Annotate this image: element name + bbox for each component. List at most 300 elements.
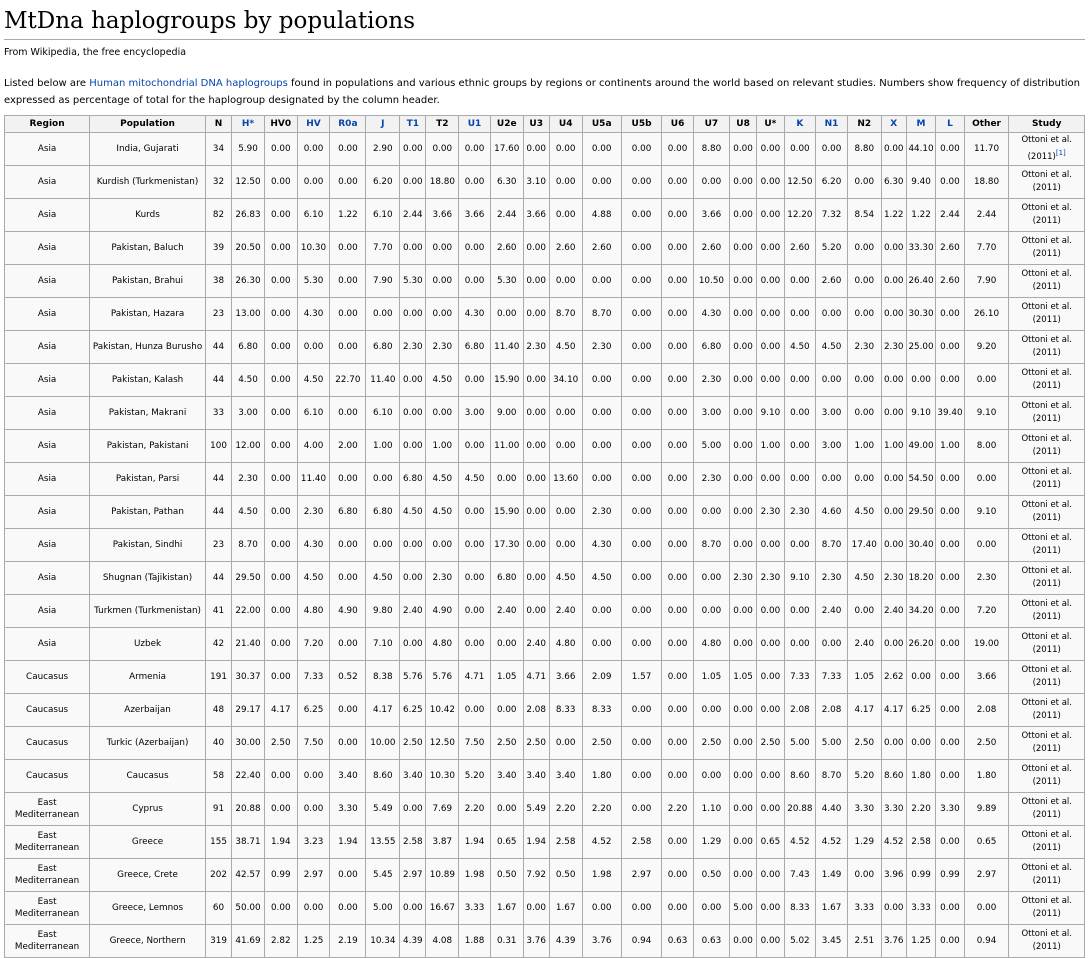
region-cell: Asia: [5, 298, 90, 331]
value-cell: 0.00: [582, 265, 621, 298]
value-cell: 3.33: [906, 892, 935, 925]
column-header: Other: [964, 116, 1009, 133]
value-cell: 2.30: [232, 463, 265, 496]
region-cell: Asia: [5, 166, 90, 199]
value-cell: 2.44: [964, 199, 1009, 232]
value-cell: 0.00: [936, 661, 964, 694]
table-row: [5, 793, 1085, 826]
value-cell: 7.33: [816, 661, 848, 694]
value-cell: 0.00: [426, 298, 459, 331]
value-cell: 2.60: [936, 265, 964, 298]
value-cell: 0.00: [264, 661, 297, 694]
value-cell: 38.71: [232, 826, 265, 859]
value-cell: 0.00: [881, 529, 906, 562]
value-cell: 3.76: [523, 925, 549, 958]
value-cell: 0.00: [490, 463, 523, 496]
value-cell: 15.90: [490, 364, 523, 397]
value-cell: 0.00: [729, 397, 756, 430]
value-cell: 0.00: [297, 133, 330, 166]
value-cell: 5.49: [366, 793, 400, 826]
value-cell: 1.80: [906, 760, 935, 793]
value-cell: 0.00: [662, 298, 694, 331]
study-cell: Ottoni et al. (2011): [1009, 595, 1085, 628]
value-cell: 2.97: [400, 859, 426, 892]
value-cell: 18.80: [426, 166, 459, 199]
table-row: [5, 826, 1085, 859]
value-cell: 4.80: [693, 628, 729, 661]
value-cell: 6.20: [366, 166, 400, 199]
value-cell: 0.52: [330, 661, 366, 694]
value-cell: 0.00: [936, 166, 964, 199]
column-header: U7: [693, 116, 729, 133]
value-cell: 2.30: [693, 463, 729, 496]
value-cell: 4.30: [693, 298, 729, 331]
value-cell: 5.00: [816, 727, 848, 760]
value-cell: 0.00: [400, 364, 426, 397]
region-cell: East Mediterranean: [5, 826, 90, 859]
value-cell: 0.00: [426, 397, 459, 430]
value-cell: 0.00: [582, 595, 621, 628]
value-cell: 0.00: [400, 430, 426, 463]
table-row: [5, 397, 1085, 430]
value-cell: 0.00: [847, 595, 881, 628]
value-cell: 8.70: [549, 298, 582, 331]
value-cell: 6.10: [297, 397, 330, 430]
value-cell: 0.00: [264, 199, 297, 232]
value-cell: 0.00: [621, 397, 661, 430]
column-header: U2e: [490, 116, 523, 133]
value-cell: 100: [205, 430, 231, 463]
value-cell: 0.00: [400, 793, 426, 826]
value-cell: 0.00: [729, 760, 756, 793]
column-header[interactable]: X: [881, 116, 906, 133]
value-cell: 0.00: [330, 265, 366, 298]
value-cell: 2.58: [621, 826, 661, 859]
value-cell: 0.00: [784, 430, 816, 463]
value-cell: 0.00: [264, 364, 297, 397]
value-cell: 0.00: [881, 265, 906, 298]
value-cell: 2.50: [490, 727, 523, 760]
value-cell: 0.00: [264, 562, 297, 595]
value-cell: 1.98: [582, 859, 621, 892]
value-cell: 4.50: [816, 331, 848, 364]
value-cell: 3.00: [816, 397, 848, 430]
value-cell: 4.50: [847, 562, 881, 595]
study-cell: Ottoni et al. (2011): [1009, 232, 1085, 265]
value-cell: 0.00: [330, 133, 366, 166]
value-cell: 2.40: [549, 595, 582, 628]
column-header: N2: [847, 116, 881, 133]
value-cell: 0.00: [297, 166, 330, 199]
value-cell: 0.00: [621, 430, 661, 463]
table-header-row: [5, 116, 1085, 133]
value-cell: 0.00: [693, 496, 729, 529]
value-cell: 2.20: [662, 793, 694, 826]
value-cell: 0.00: [693, 166, 729, 199]
value-cell: 9.10: [757, 397, 784, 430]
value-cell: 82: [205, 199, 231, 232]
value-cell: 0.00: [881, 397, 906, 430]
region-cell: Asia: [5, 463, 90, 496]
value-cell: 2.60: [490, 232, 523, 265]
value-cell: 0.00: [297, 892, 330, 925]
value-cell: 1.29: [847, 826, 881, 859]
value-cell: 0.00: [523, 892, 549, 925]
value-cell: 60: [205, 892, 231, 925]
study-cell: Ottoni et al. (2011): [1009, 199, 1085, 232]
population-cell: Greece, Northern: [90, 925, 206, 958]
value-cell: 5.76: [426, 661, 459, 694]
value-cell: 44: [205, 562, 231, 595]
value-cell: 6.10: [297, 199, 330, 232]
population-cell: India, Gujarati: [90, 133, 206, 166]
intro-link-mtdna-haplogroups[interactable]: Human mitochondrial DNA haplogroups: [89, 78, 288, 89]
population-cell: Turkic (Azerbaijan): [90, 727, 206, 760]
value-cell: 0.00: [964, 463, 1009, 496]
value-cell: 5.00: [729, 892, 756, 925]
value-cell: 4.50: [366, 562, 400, 595]
value-cell: 8.80: [847, 133, 881, 166]
value-cell: 0.00: [621, 694, 661, 727]
value-cell: 0.00: [729, 628, 756, 661]
value-cell: 5.30: [400, 265, 426, 298]
value-cell: 2.30: [881, 331, 906, 364]
value-cell: 4.52: [816, 826, 848, 859]
value-cell: 0.00: [459, 628, 491, 661]
value-cell: 0.00: [936, 463, 964, 496]
value-cell: 3.66: [693, 199, 729, 232]
value-cell: 0.00: [264, 430, 297, 463]
value-cell: 2.20: [549, 793, 582, 826]
value-cell: 0.00: [459, 562, 491, 595]
value-cell: 0.00: [400, 298, 426, 331]
value-cell: 0.00: [757, 166, 784, 199]
column-header[interactable]: J: [366, 116, 400, 133]
value-cell: 0.00: [621, 133, 661, 166]
value-cell: 10.50: [693, 265, 729, 298]
value-cell: 10.30: [297, 232, 330, 265]
region-cell: Caucasus: [5, 727, 90, 760]
value-cell: 0.63: [662, 925, 694, 958]
citation-link[interactable]: [1]: [1055, 149, 1066, 158]
value-cell: 0.00: [964, 892, 1009, 925]
value-cell: 0.00: [459, 265, 491, 298]
value-cell: 3.30: [330, 793, 366, 826]
value-cell: 0.00: [662, 529, 694, 562]
value-cell: 6.25: [297, 694, 330, 727]
value-cell: 0.00: [757, 232, 784, 265]
population-cell: Greece, Crete: [90, 859, 206, 892]
value-cell: 0.00: [400, 628, 426, 661]
value-cell: 0.00: [936, 925, 964, 958]
value-cell: 0.00: [757, 628, 784, 661]
value-cell: 0.00: [936, 595, 964, 628]
value-cell: 58: [205, 760, 231, 793]
value-cell: 3.40: [490, 760, 523, 793]
value-cell: 0.00: [264, 166, 297, 199]
value-cell: 0.00: [490, 628, 523, 661]
value-cell: 0.00: [847, 166, 881, 199]
value-cell: 0.00: [621, 595, 661, 628]
value-cell: 0.00: [757, 793, 784, 826]
value-cell: 2.58: [400, 826, 426, 859]
value-cell: 8.60: [366, 760, 400, 793]
value-cell: 0.31: [490, 925, 523, 958]
value-cell: 0.00: [582, 628, 621, 661]
value-cell: 0.00: [757, 595, 784, 628]
study-cell: Ottoni et al. (2011): [1009, 166, 1085, 199]
value-cell: 0.00: [729, 265, 756, 298]
column-header: Population: [90, 116, 206, 133]
value-cell: 29.50: [232, 562, 265, 595]
value-cell: 0.00: [757, 133, 784, 166]
value-cell: 2.30: [757, 496, 784, 529]
value-cell: 7.70: [366, 232, 400, 265]
column-header: T2: [426, 116, 459, 133]
value-cell: 9.10: [964, 496, 1009, 529]
value-cell: 0.99: [936, 859, 964, 892]
value-cell: 3.00: [459, 397, 491, 430]
value-cell: 3.40: [330, 760, 366, 793]
value-cell: 44: [205, 463, 231, 496]
value-cell: 3.40: [549, 760, 582, 793]
value-cell: 5.00: [366, 892, 400, 925]
value-cell: 2.30: [426, 331, 459, 364]
value-cell: 2.58: [906, 826, 935, 859]
value-cell: 6.10: [366, 397, 400, 430]
value-cell: 4.80: [549, 628, 582, 661]
value-cell: 2.90: [366, 133, 400, 166]
value-cell: 0.00: [523, 133, 549, 166]
value-cell: 0.00: [729, 298, 756, 331]
study-cell: Ottoni et al. (2011): [1009, 529, 1085, 562]
value-cell: 2.30: [964, 562, 1009, 595]
value-cell: 0.00: [582, 364, 621, 397]
value-cell: 9.89: [964, 793, 1009, 826]
value-cell: 0.00: [757, 463, 784, 496]
value-cell: 0.00: [662, 397, 694, 430]
column-header[interactable]: M: [906, 116, 935, 133]
value-cell: 1.00: [366, 430, 400, 463]
value-cell: 0.00: [330, 232, 366, 265]
value-cell: 38: [205, 265, 231, 298]
value-cell: 0.00: [549, 430, 582, 463]
value-cell: 3.23: [297, 826, 330, 859]
value-cell: 0.00: [621, 166, 661, 199]
column-header[interactable]: U1: [459, 116, 491, 133]
value-cell: 0.00: [459, 133, 491, 166]
value-cell: 3.00: [232, 397, 265, 430]
value-cell: 4.50: [549, 562, 582, 595]
value-cell: 0.00: [490, 298, 523, 331]
intro-paragraph: [4, 75, 1085, 109]
value-cell: 3.00: [816, 430, 848, 463]
value-cell: 4.39: [549, 925, 582, 958]
study-cell: Ottoni et al. (2011): [1009, 496, 1085, 529]
table-row: [5, 892, 1085, 925]
value-cell: 4.39: [400, 925, 426, 958]
value-cell: 8.33: [549, 694, 582, 727]
value-cell: 3.30: [881, 793, 906, 826]
value-cell: 50.00: [232, 892, 265, 925]
value-cell: 49.00: [906, 430, 935, 463]
value-cell: 0.00: [784, 628, 816, 661]
population-cell: Pakistan, Baluch: [90, 232, 206, 265]
value-cell: 8.60: [881, 760, 906, 793]
value-cell: 29.17: [232, 694, 265, 727]
value-cell: 0.00: [847, 298, 881, 331]
value-cell: 1.94: [459, 826, 491, 859]
region-cell: East Mediterranean: [5, 859, 90, 892]
value-cell: 9.10: [906, 397, 935, 430]
value-cell: 5.00: [693, 430, 729, 463]
value-cell: 6.80: [490, 562, 523, 595]
value-cell: 2.30: [729, 562, 756, 595]
value-cell: 6.80: [693, 331, 729, 364]
study-cell: Ottoni et al. (2011): [1009, 298, 1085, 331]
value-cell: 0.00: [264, 397, 297, 430]
value-cell: 3.40: [523, 760, 549, 793]
value-cell: 4.90: [426, 595, 459, 628]
value-cell: 0.00: [847, 859, 881, 892]
value-cell: 54.50: [906, 463, 935, 496]
value-cell: 5.30: [490, 265, 523, 298]
value-cell: 2.09: [582, 661, 621, 694]
value-cell: 10.89: [426, 859, 459, 892]
study-cell: Ottoni et al. (2011): [1009, 892, 1085, 925]
value-cell: 5.20: [847, 760, 881, 793]
value-cell: 0.00: [693, 562, 729, 595]
value-cell: 26.30: [232, 265, 265, 298]
value-cell: 0.00: [936, 133, 964, 166]
value-cell: 0.00: [621, 232, 661, 265]
region-cell: East Mediterranean: [5, 925, 90, 958]
value-cell: 0.00: [400, 892, 426, 925]
value-cell: 2.44: [936, 199, 964, 232]
value-cell: 2.60: [936, 232, 964, 265]
value-cell: 0.00: [729, 166, 756, 199]
region-cell: Caucasus: [5, 760, 90, 793]
value-cell: 5.30: [297, 265, 330, 298]
value-cell: 0.00: [936, 562, 964, 595]
value-cell: 2.30: [881, 562, 906, 595]
value-cell: 12.50: [232, 166, 265, 199]
column-header: U8: [729, 116, 756, 133]
value-cell: 0.00: [662, 232, 694, 265]
value-cell: 2.08: [784, 694, 816, 727]
region-cell: Asia: [5, 595, 90, 628]
value-cell: 19.00: [964, 628, 1009, 661]
value-cell: 4.17: [366, 694, 400, 727]
value-cell: 0.99: [264, 859, 297, 892]
value-cell: 0.00: [847, 232, 881, 265]
value-cell: 2.20: [906, 793, 935, 826]
value-cell: 0.00: [936, 727, 964, 760]
value-cell: 0.00: [582, 166, 621, 199]
population-cell: Pakistan, Kalash: [90, 364, 206, 397]
value-cell: 33.30: [906, 232, 935, 265]
value-cell: 0.00: [881, 892, 906, 925]
column-header[interactable]: R0a: [330, 116, 366, 133]
study-cell: Ottoni et al. (2011): [1009, 859, 1085, 892]
value-cell: 22.00: [232, 595, 265, 628]
value-cell: 0.00: [264, 463, 297, 496]
value-cell: 10.00: [366, 727, 400, 760]
value-cell: 0.00: [816, 364, 848, 397]
study-cell: Ottoni et al. (2011): [1009, 727, 1085, 760]
value-cell: 6.80: [366, 496, 400, 529]
value-cell: 44: [205, 496, 231, 529]
value-cell: 13.00: [232, 298, 265, 331]
value-cell: 2.30: [847, 331, 881, 364]
value-cell: 2.30: [757, 562, 784, 595]
column-header[interactable]: HV: [297, 116, 330, 133]
study-cell: [1009, 133, 1085, 166]
value-cell: 4.71: [523, 661, 549, 694]
value-cell: 0.00: [662, 694, 694, 727]
value-cell: 12.20: [784, 199, 816, 232]
value-cell: 1.67: [549, 892, 582, 925]
table-row: [5, 595, 1085, 628]
table-row: [5, 298, 1085, 331]
value-cell: 0.00: [621, 760, 661, 793]
column-header[interactable]: K: [784, 116, 816, 133]
value-cell: 4.60: [816, 496, 848, 529]
intro-text-after: found in populations and various ethnic groups by regions or continents around the world based on relevant studies. Numbers show frequency of distribution expressed as percentage of total for the haplogroup designated by the column header.: [4, 78, 1080, 106]
column-header[interactable]: H*: [232, 116, 265, 133]
value-cell: 0.00: [784, 265, 816, 298]
value-cell: 0.00: [784, 298, 816, 331]
value-cell: 7.32: [816, 199, 848, 232]
value-cell: 0.00: [662, 133, 694, 166]
value-cell: 4.52: [881, 826, 906, 859]
value-cell: 0.00: [459, 166, 491, 199]
value-cell: 5.20: [816, 232, 848, 265]
value-cell: 4.80: [297, 595, 330, 628]
column-header[interactable]: T1: [400, 116, 426, 133]
value-cell: 0.00: [757, 298, 784, 331]
value-cell: 0.00: [264, 892, 297, 925]
value-cell: 3.30: [936, 793, 964, 826]
value-cell: 1.80: [964, 760, 1009, 793]
column-header[interactable]: N1: [816, 116, 848, 133]
value-cell: 0.00: [264, 760, 297, 793]
value-cell: 41.69: [232, 925, 265, 958]
table-row: [5, 463, 1085, 496]
value-cell: 8.80: [693, 133, 729, 166]
value-cell: 17.60: [490, 133, 523, 166]
value-cell: 0.00: [549, 529, 582, 562]
value-cell: 0.00: [693, 694, 729, 727]
value-cell: 9.40: [906, 166, 935, 199]
table-row: [5, 925, 1085, 958]
value-cell: 0.00: [757, 892, 784, 925]
value-cell: 0.00: [784, 364, 816, 397]
column-header[interactable]: L: [936, 116, 964, 133]
value-cell: 0.00: [330, 562, 366, 595]
value-cell: 10.42: [426, 694, 459, 727]
value-cell: 2.40: [816, 595, 848, 628]
value-cell: 1.49: [816, 859, 848, 892]
region-cell: Asia: [5, 430, 90, 463]
page-title: MtDna haplogroups by populations: [4, 6, 1085, 40]
column-header: Region: [5, 116, 90, 133]
population-cell: Pakistan, Pakistani: [90, 430, 206, 463]
table-row: [5, 166, 1085, 199]
value-cell: 0.00: [662, 826, 694, 859]
value-cell: 0.00: [729, 826, 756, 859]
value-cell: 3.30: [847, 793, 881, 826]
